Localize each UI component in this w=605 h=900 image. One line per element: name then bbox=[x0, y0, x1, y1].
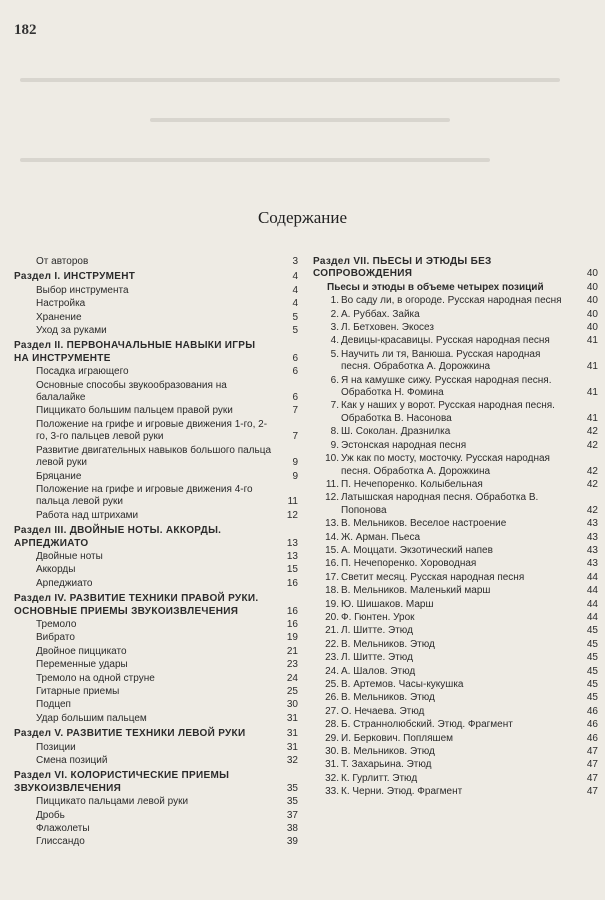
toc-entry-number: 27. bbox=[325, 705, 339, 717]
toc-entry-title: Работа над штрихами bbox=[36, 509, 139, 521]
toc-entry-text: Т. Захарьина. Этюд bbox=[341, 759, 432, 771]
toc-entry bbox=[313, 746, 598, 758]
toc-entry-title: Раздел I. ИНСТРУМЕНТ bbox=[14, 271, 136, 283]
toc-entry-number: 22. bbox=[325, 638, 339, 650]
toc-entry-title: Переменные удары bbox=[36, 659, 128, 671]
toc-entry-title bbox=[313, 679, 572, 691]
toc-entry-title bbox=[313, 532, 572, 544]
toc-page-number: 32 bbox=[286, 755, 298, 767]
toc-entry bbox=[14, 619, 298, 631]
toc-entry-title: Флажолеты bbox=[36, 823, 90, 835]
toc-entry bbox=[313, 309, 598, 321]
toc-page-number: 45 bbox=[586, 638, 598, 650]
toc-entry-number: 5. bbox=[330, 348, 339, 360]
toc-entry bbox=[313, 733, 598, 745]
toc-entry-text: В. Мельников. Этюд bbox=[341, 638, 435, 650]
toc-entry bbox=[14, 325, 298, 337]
toc-entry bbox=[14, 659, 298, 671]
toc-entry-title: Настройка bbox=[36, 298, 86, 310]
toc-entry-title bbox=[313, 585, 572, 597]
toc-entry-title: Раздел IV. РАЗВИТИЕ ТЕХНИКИ ПРАВОЙ РУКИ. ОСНОВНЫЕ ПРИЕМЫ ЗВУКОИЗВЛЕЧЕНИЯ bbox=[14, 593, 259, 617]
toc-page-number: 40 bbox=[586, 281, 598, 293]
toc-entry bbox=[14, 484, 298, 509]
toc-entry-text: Светит месяц. Русская народная песня bbox=[341, 571, 525, 583]
toc-entry-number: 23. bbox=[325, 652, 339, 664]
toc-page-number: 6 bbox=[292, 366, 298, 378]
toc-entry-title: Положение на грифе и игровые движения 1-го, 2-го, 3-го пальцев левой руки bbox=[36, 418, 268, 443]
toc-page-number: 40 bbox=[586, 322, 598, 334]
toc-entry-title bbox=[313, 349, 572, 374]
toc-entry-text: Л. Шитте. Этюд bbox=[341, 652, 413, 664]
toc-page-number: 16 bbox=[286, 618, 298, 630]
toc-entry bbox=[14, 673, 298, 685]
toc-page-number: 43 bbox=[586, 518, 598, 530]
toc-page-number: 7 bbox=[292, 431, 298, 443]
toc-entry-title: Глиссандо bbox=[36, 836, 85, 848]
toc-page-number: 6 bbox=[292, 352, 298, 364]
toc-entry bbox=[313, 426, 598, 438]
toc-page-number: 41 bbox=[586, 387, 598, 399]
toc-entry-title bbox=[313, 652, 572, 664]
toc-entry-title: Пьесы и этюды в объеме четырех позиций bbox=[327, 281, 544, 293]
toc-page-number: 31 bbox=[286, 741, 298, 753]
toc-entry-title bbox=[313, 335, 572, 347]
toc-entry-title: Посадка играющего bbox=[36, 366, 129, 378]
toc-entry bbox=[14, 510, 298, 522]
toc-page-number: 35 bbox=[286, 782, 298, 794]
toc-page-number: 7 bbox=[292, 405, 298, 417]
toc-entry-number: 4. bbox=[330, 335, 339, 347]
toc-entry-title bbox=[313, 309, 572, 321]
toc-entry bbox=[313, 532, 598, 544]
toc-entry-title bbox=[313, 400, 572, 425]
toc-entry-title bbox=[313, 295, 572, 307]
toc-entry-title: Дробь bbox=[36, 809, 65, 821]
toc-entry bbox=[14, 551, 298, 563]
toc-entry-text: А. Моццати. Экзотический напев bbox=[341, 544, 493, 556]
toc-entry-title bbox=[313, 612, 572, 624]
toc-entry-title: Уход за руками bbox=[36, 325, 107, 337]
toc-page-number: 45 bbox=[586, 692, 598, 704]
toc-page-number: 4 bbox=[292, 298, 298, 310]
toc-page-number: 9 bbox=[292, 457, 298, 469]
toc-entry-number: 30. bbox=[325, 746, 339, 758]
toc-entry-title: Выбор инструмента bbox=[36, 284, 129, 296]
show-through-line bbox=[20, 78, 560, 82]
toc-page-number: 40 bbox=[586, 295, 598, 307]
toc-entry-title: Раздел III. ДВОЙНЫЕ НОТЫ. АККОРДЫ. АРПЕДЖИАТО bbox=[14, 525, 222, 549]
toc-entry bbox=[313, 322, 598, 334]
toc-entry bbox=[313, 295, 598, 307]
toc-entry-text: П. Нечепоренко. Хороводная bbox=[341, 558, 477, 570]
toc-page-number: 42 bbox=[586, 439, 598, 451]
toc-page-number: 43 bbox=[586, 531, 598, 543]
toc-entry bbox=[313, 453, 598, 478]
toc-section-heading bbox=[14, 593, 298, 618]
toc-page-number: 45 bbox=[586, 652, 598, 664]
toc-page-number: 19 bbox=[286, 632, 298, 644]
toc-page-number: 31 bbox=[286, 728, 298, 740]
toc-entry bbox=[14, 632, 298, 644]
toc-entry-title bbox=[313, 558, 572, 570]
toc-entry bbox=[313, 545, 598, 557]
toc-entry bbox=[14, 742, 298, 754]
toc-page-number: 46 bbox=[586, 705, 598, 717]
show-through-line bbox=[150, 118, 450, 122]
toc-entry-text: В. Мельников. Веселое настроение bbox=[341, 518, 507, 530]
toc-entry-title: Раздел VII. ПЬЕСЫ И ЭТЮДЫ БЕЗ СОПРОВОЖДЕНИЯ bbox=[313, 256, 492, 280]
toc-entry-title bbox=[313, 375, 572, 400]
toc-entry bbox=[14, 823, 298, 835]
toc-entry-title: Тремоло bbox=[36, 618, 77, 630]
toc-page-number: 47 bbox=[586, 786, 598, 798]
toc-entry-title: Хранение bbox=[36, 311, 82, 323]
toc-entry-text: Девицы-красавицы. Русская народная песня bbox=[341, 335, 550, 347]
toc-entry-number: 33. bbox=[325, 786, 339, 798]
toc-entry bbox=[313, 719, 598, 731]
toc-entry bbox=[313, 625, 598, 637]
toc-entry-number: 7. bbox=[330, 400, 339, 412]
toc-entry-title bbox=[313, 440, 572, 452]
toc-page-number: 24 bbox=[286, 672, 298, 684]
toc-entry-text: Как у наших у ворот. Русская народная песня. Обработка В. Насонова bbox=[341, 400, 555, 424]
toc-entry-text: В. Мельников. Маленький марш bbox=[341, 585, 491, 597]
toc-section-heading bbox=[14, 271, 298, 283]
toc-entry-text: А. Шалов. Этюд bbox=[341, 665, 416, 677]
toc-entry-number: 11. bbox=[325, 478, 339, 490]
toc-entry bbox=[14, 699, 298, 711]
toc-entry-text: Во саду ли, в огороде. Русская народная песня bbox=[341, 295, 562, 307]
toc-entry bbox=[14, 419, 298, 444]
toc-entry-text: А. Руббах. Зайка bbox=[341, 308, 420, 320]
toc-entry-text: П. Нечепоренко. Колыбельная bbox=[341, 478, 483, 490]
toc-entry bbox=[313, 282, 598, 294]
show-through-line bbox=[20, 158, 490, 162]
toc-entry-number: 19. bbox=[325, 598, 339, 610]
toc-entry-title: Бряцание bbox=[36, 470, 82, 482]
toc-entry-title bbox=[313, 719, 572, 731]
toc-entry-text: К. Черни. Этюд. Фрагмент bbox=[341, 786, 463, 798]
toc-page-number: 42 bbox=[586, 478, 598, 490]
toc-entry-title: От авторов bbox=[36, 256, 89, 267]
toc-entry-number: 16. bbox=[325, 558, 339, 570]
toc-entry-number: 2. bbox=[330, 308, 339, 320]
toc-entry-text: О. Нечаева. Этюд bbox=[341, 705, 425, 717]
toc-entry-title: Двойные ноты bbox=[36, 550, 103, 562]
toc-entry-title bbox=[313, 453, 572, 478]
toc-entry-text: Л. Бетховен. Экосез bbox=[341, 322, 434, 334]
toc-entry-title: Развитие двигательных навыков большого пальца левой руки bbox=[36, 444, 272, 469]
toc-page-number: 9 bbox=[292, 470, 298, 482]
toc-page-number: 46 bbox=[586, 732, 598, 744]
toc-entry-text: В. Артемов. Часы-кукушка bbox=[341, 679, 464, 690]
toc-entry-number: 28. bbox=[325, 719, 339, 731]
toc-entry-title bbox=[313, 545, 572, 557]
toc-page-number: 16 bbox=[286, 605, 298, 617]
toc-entry-number: 1. bbox=[330, 295, 339, 307]
toc-entry-title bbox=[313, 518, 572, 530]
toc-entry bbox=[14, 810, 298, 822]
toc-entry-text: Ф. Гюнтен. Урок bbox=[341, 611, 415, 623]
toc-page-number: 16 bbox=[286, 577, 298, 589]
toc-page-number: 40 bbox=[586, 308, 598, 320]
toc-entry-number: 20. bbox=[325, 611, 339, 623]
toc-page-number: 43 bbox=[586, 544, 598, 556]
toc-entry-number: 15. bbox=[325, 544, 339, 556]
toc-entry bbox=[14, 285, 298, 297]
toc-entry-title bbox=[313, 426, 572, 438]
toc-left-column bbox=[14, 256, 298, 850]
toc-entry bbox=[313, 440, 598, 452]
toc-entry bbox=[313, 612, 598, 624]
toc-entry bbox=[313, 639, 598, 651]
toc-entry bbox=[313, 518, 598, 530]
toc-entry-title: Арпеджиато bbox=[36, 577, 93, 589]
toc-entry bbox=[14, 686, 298, 698]
toc-page-number: 15 bbox=[286, 564, 298, 576]
toc-section-heading bbox=[14, 525, 298, 550]
toc-entry bbox=[313, 585, 598, 597]
toc-entry-title: Пиццикато пальцами левой руки bbox=[36, 796, 189, 808]
toc-page-number: 41 bbox=[586, 335, 598, 347]
toc-entry-number: 18. bbox=[325, 585, 339, 597]
toc-entry-title bbox=[313, 786, 572, 798]
toc-entry bbox=[313, 479, 598, 491]
toc-entry-title: Позиции bbox=[36, 741, 76, 753]
toc-page-number: 6 bbox=[292, 392, 298, 404]
toc-entry-number: 3. bbox=[330, 322, 339, 334]
toc-page-number: 31 bbox=[286, 712, 298, 724]
toc-entry bbox=[14, 471, 298, 483]
page-number: 182 bbox=[14, 22, 37, 38]
toc-page-number: 45 bbox=[586, 625, 598, 637]
toc-entry bbox=[313, 558, 598, 570]
toc-entry bbox=[313, 572, 598, 584]
toc-entry-title bbox=[313, 322, 572, 334]
toc-entry-number: 29. bbox=[325, 732, 339, 744]
toc-entry-number: 24. bbox=[325, 665, 339, 677]
toc-entry-title bbox=[313, 479, 572, 491]
toc-entry-text: Латышская народная песня. Обработка В. Попонова bbox=[341, 492, 539, 516]
toc-entry-number: 26. bbox=[325, 692, 339, 704]
toc-entry-title: Положение на грифе и игровые движения 4-го пальца левой руки bbox=[36, 483, 253, 508]
toc-page-number: 4 bbox=[292, 271, 298, 283]
toc-entry-title: Раздел VI. КОЛОРИСТИЧЕСКИЕ ПРИЕМЫ ЗВУКОИЗВЛЕЧЕНИЯ bbox=[14, 770, 230, 794]
toc-entry-number: 32. bbox=[325, 772, 339, 784]
toc-entry bbox=[313, 400, 598, 425]
toc-page-number: 25 bbox=[286, 686, 298, 697]
toc-page-number: 23 bbox=[286, 659, 298, 671]
toc-entry-title bbox=[313, 492, 572, 517]
toc-entry-text: Ю. Шишаков. Марш bbox=[341, 598, 434, 610]
toc-entry-text: Эстонская народная песня bbox=[341, 439, 467, 451]
toc-entry-text: В. Мельников. Этюд bbox=[341, 692, 435, 704]
toc-entry bbox=[14, 646, 298, 658]
toc-page-number: 44 bbox=[586, 611, 598, 623]
toc-entry-text: Ш. Соколан. Дразнилка bbox=[341, 426, 451, 438]
toc-entry bbox=[313, 375, 598, 400]
toc-page-number: 37 bbox=[286, 809, 298, 821]
toc-entry-text: В. Мельников. Этюд bbox=[341, 746, 435, 758]
toc-entry-title bbox=[313, 599, 572, 611]
toc-entry bbox=[313, 492, 598, 517]
toc-entry-title: Раздел II. ПЕРВОНАЧАЛЬНЫЕ НАВЫКИ ИГРЫ НА ИНСТРУМЕНТЕ bbox=[14, 340, 256, 364]
toc-entry bbox=[14, 796, 298, 808]
toc-entry-text: Ж. Арман. Пьеса bbox=[341, 531, 421, 543]
toc-page-number: 4 bbox=[292, 284, 298, 296]
toc-entry-text: Л. Шитте. Этюд bbox=[341, 625, 413, 637]
toc-entry bbox=[313, 599, 598, 611]
toc-entry bbox=[14, 366, 298, 378]
toc-entry-number: 31. bbox=[325, 759, 339, 771]
toc-entry-title bbox=[313, 733, 572, 745]
toc-section-heading bbox=[14, 728, 298, 740]
toc-page-number: 44 bbox=[586, 598, 598, 610]
page-title: Содержание bbox=[257, 208, 348, 227]
toc-page-number: 21 bbox=[286, 645, 298, 657]
toc-page-number: 35 bbox=[286, 796, 298, 808]
toc-entry-text: К. Гурлитт. Этюд bbox=[341, 772, 418, 784]
toc-section-heading bbox=[14, 770, 298, 795]
toc-page-number: 46 bbox=[586, 719, 598, 731]
toc-entry-number: 25. bbox=[325, 679, 339, 690]
toc-entry bbox=[313, 786, 598, 798]
toc-entry-title: Подцеп bbox=[36, 699, 71, 711]
toc-page-number: 42 bbox=[586, 465, 598, 477]
toc-entry bbox=[14, 380, 298, 405]
toc-entry-title bbox=[313, 706, 572, 718]
toc-entry-number: 14. bbox=[325, 531, 339, 543]
toc-entry-title: Основные способы звукообразования на балалайке bbox=[36, 379, 227, 404]
toc-entry bbox=[313, 759, 598, 771]
toc-page-number: 44 bbox=[586, 571, 598, 583]
toc-entry-title: Смена позиций bbox=[36, 755, 108, 767]
toc-section-heading bbox=[313, 256, 598, 281]
toc-entry-title: Аккорды bbox=[36, 564, 76, 576]
toc-entry-title: Гитарные приемы bbox=[36, 686, 120, 697]
toc-entry-title bbox=[313, 773, 572, 785]
toc-entry-text: Уж как по мосту, мосточку. Русская народная песня. Обработка А. Дорожкина bbox=[341, 453, 550, 477]
toc-page-number: 41 bbox=[586, 412, 598, 424]
toc-entry-title bbox=[313, 666, 572, 678]
toc-page-number: 5 bbox=[292, 311, 298, 323]
toc-page-number: 13 bbox=[286, 550, 298, 562]
toc-entry-title: Тремоло на одной струне bbox=[36, 672, 155, 684]
toc-entry-title bbox=[313, 692, 572, 704]
toc-entry-number: 8. bbox=[330, 426, 339, 438]
toc-entry-title bbox=[313, 746, 572, 758]
toc-page-number: 5 bbox=[292, 325, 298, 337]
toc-entry-title: Раздел V. РАЗВИТИЕ ТЕХНИКИ ЛЕВОЙ РУКИ bbox=[14, 728, 246, 740]
toc-entry-text: И. Беркович. Попляшем bbox=[341, 732, 454, 744]
toc-entry-text: Научить ли тя, Ванюша. Русская народная песня. Обработка А. Дорожкина bbox=[341, 348, 541, 373]
toc-entry bbox=[14, 755, 298, 767]
toc-entry bbox=[313, 335, 598, 347]
toc-entry bbox=[313, 652, 598, 664]
toc-entry-title: Пиццикато большим пальцем правой руки bbox=[36, 405, 233, 417]
toc-page-number: 47 bbox=[586, 746, 598, 758]
toc-entry bbox=[313, 692, 598, 704]
toc-entry-number: 21. bbox=[325, 625, 339, 637]
toc-page-number: 45 bbox=[586, 679, 598, 690]
toc-entry-number: 17. bbox=[325, 571, 339, 583]
toc-page-number: 44 bbox=[586, 585, 598, 597]
toc-page-number: 3 bbox=[292, 256, 298, 267]
toc-entry-title bbox=[313, 625, 572, 637]
toc-entry bbox=[14, 578, 298, 590]
toc-section-heading bbox=[14, 340, 298, 365]
toc-page-number: 13 bbox=[286, 537, 298, 549]
toc-entry-number: 9. bbox=[330, 439, 339, 451]
toc-entry bbox=[313, 666, 598, 678]
toc-entry-text: Б. Страннолюбский. Этюд. Фрагмент bbox=[341, 719, 513, 731]
toc-page-number: 41 bbox=[586, 361, 598, 373]
toc-page-number: 38 bbox=[286, 823, 298, 835]
toc-entry-number: 6. bbox=[330, 374, 339, 386]
toc-entry bbox=[313, 706, 598, 718]
toc-page-number: 45 bbox=[586, 665, 598, 677]
toc-entry bbox=[313, 349, 598, 374]
toc-entry-number: 13. bbox=[325, 518, 339, 530]
toc-entry bbox=[14, 405, 298, 417]
toc-entry-title: Вибрато bbox=[36, 632, 75, 644]
toc-entry bbox=[14, 298, 298, 310]
toc-entry-title bbox=[313, 759, 572, 771]
toc-entry bbox=[14, 836, 298, 848]
toc-page-number: 42 bbox=[586, 426, 598, 438]
toc-entry-title: Двойное пиццикато bbox=[36, 645, 127, 657]
toc-entry bbox=[14, 713, 298, 725]
toc-page-number: 12 bbox=[286, 509, 298, 521]
toc-page-number: 47 bbox=[586, 759, 598, 771]
toc-entry bbox=[14, 312, 298, 324]
toc-page-number: 47 bbox=[586, 772, 598, 784]
toc-entry-title bbox=[313, 572, 572, 584]
toc-entry-title: Удар большим пальцем bbox=[36, 712, 147, 724]
toc-page-number: 11 bbox=[287, 496, 298, 508]
toc-entry bbox=[14, 564, 298, 576]
toc-page-number: 39 bbox=[286, 836, 298, 848]
toc-entry-number: 12. bbox=[325, 492, 339, 504]
toc-entry bbox=[14, 445, 298, 470]
toc-right-column bbox=[313, 256, 598, 800]
toc-entry-number: 10. bbox=[325, 453, 339, 465]
toc-page-number: 30 bbox=[286, 699, 298, 711]
toc-entry bbox=[14, 256, 298, 268]
toc-entry-title bbox=[313, 639, 572, 651]
toc-page-number: 43 bbox=[586, 558, 598, 570]
toc-page-number: 42 bbox=[586, 504, 598, 516]
toc-entry-text: Я на камушке сижу. Русская народная песня. Обработка Н. Фомина bbox=[341, 374, 552, 399]
toc-entry bbox=[313, 679, 598, 691]
toc-entry bbox=[313, 773, 598, 785]
toc-page-number: 40 bbox=[586, 268, 598, 280]
